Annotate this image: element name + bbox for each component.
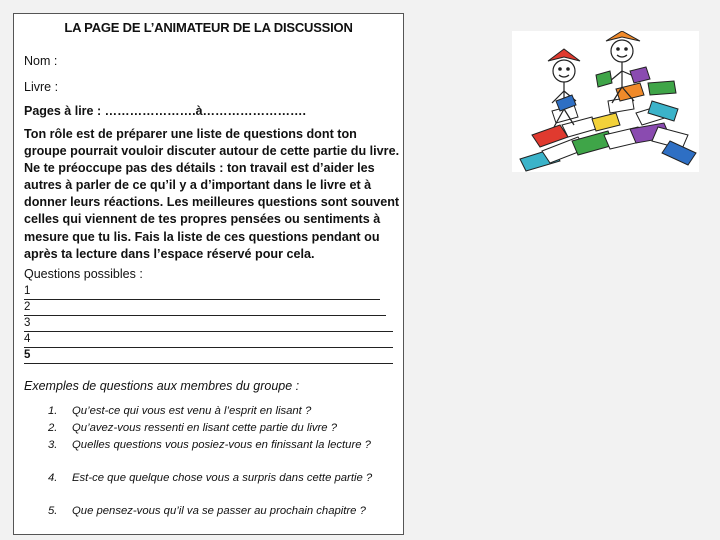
kids-reading-books-icon: [512, 31, 699, 172]
name-field-label: Nom :: [24, 54, 58, 68]
example-text: Est-ce que quelque chose vous a surpris dans cette partie ?: [72, 472, 373, 484]
worksheet-page: [13, 13, 404, 535]
example-text: Qu’avez-vous ressenti en lisant cette partie du livre ?: [72, 422, 337, 434]
example-number: 4.: [48, 472, 58, 484]
book-field-label: Livre :: [24, 80, 59, 94]
question-line-1: 1: [24, 286, 380, 300]
question-line-5: 5: [24, 350, 393, 364]
example-number: 1.: [48, 405, 58, 417]
reading-kids-illustration: [512, 31, 699, 172]
example-number: 5.: [48, 505, 58, 517]
pages-field-label: Pages à lire : ………………….à…………………….: [24, 104, 306, 118]
instructions-paragraph: Ton rôle est de préparer une liste de questions dont ton groupe pourrait vouloir discuter autour de cette partie du livre. Ne te préoccupe pas des détails : ton travail est d’aider les autres à parler de ce qu’il y a d’important dans le livre et à donner leurs réactions. Les meilleures questions sont souvent celles qui viennent de tes propres pensées ou sentiments à mesure que tu lis. Fais la liste de ces questions pendant ou après ta lecture dans l’espace réservé pour cela.: [24, 127, 400, 261]
example-number: 3.: [48, 439, 58, 451]
example-text: Qu’est-ce qui vous est venu à l’esprit en lisant ?: [72, 405, 312, 417]
example-text: Que pensez-vous qu’il va se passer au prochain chapitre ?: [72, 505, 366, 517]
example-text: Quelles questions vous posiez-vous en finissant la lecture ?: [72, 439, 371, 451]
question-line-3: 3: [24, 318, 393, 332]
worksheet-title: LA PAGE DE L’ANIMATEUR DE LA DISCUSSION: [64, 20, 353, 35]
examples-title: Exemples de questions aux membres du groupe :: [24, 379, 300, 393]
questions-label: Questions possibles :: [24, 267, 143, 281]
example-number: 2.: [48, 422, 58, 434]
question-line-4: 4: [24, 334, 393, 348]
question-line-2: 2: [24, 302, 386, 316]
